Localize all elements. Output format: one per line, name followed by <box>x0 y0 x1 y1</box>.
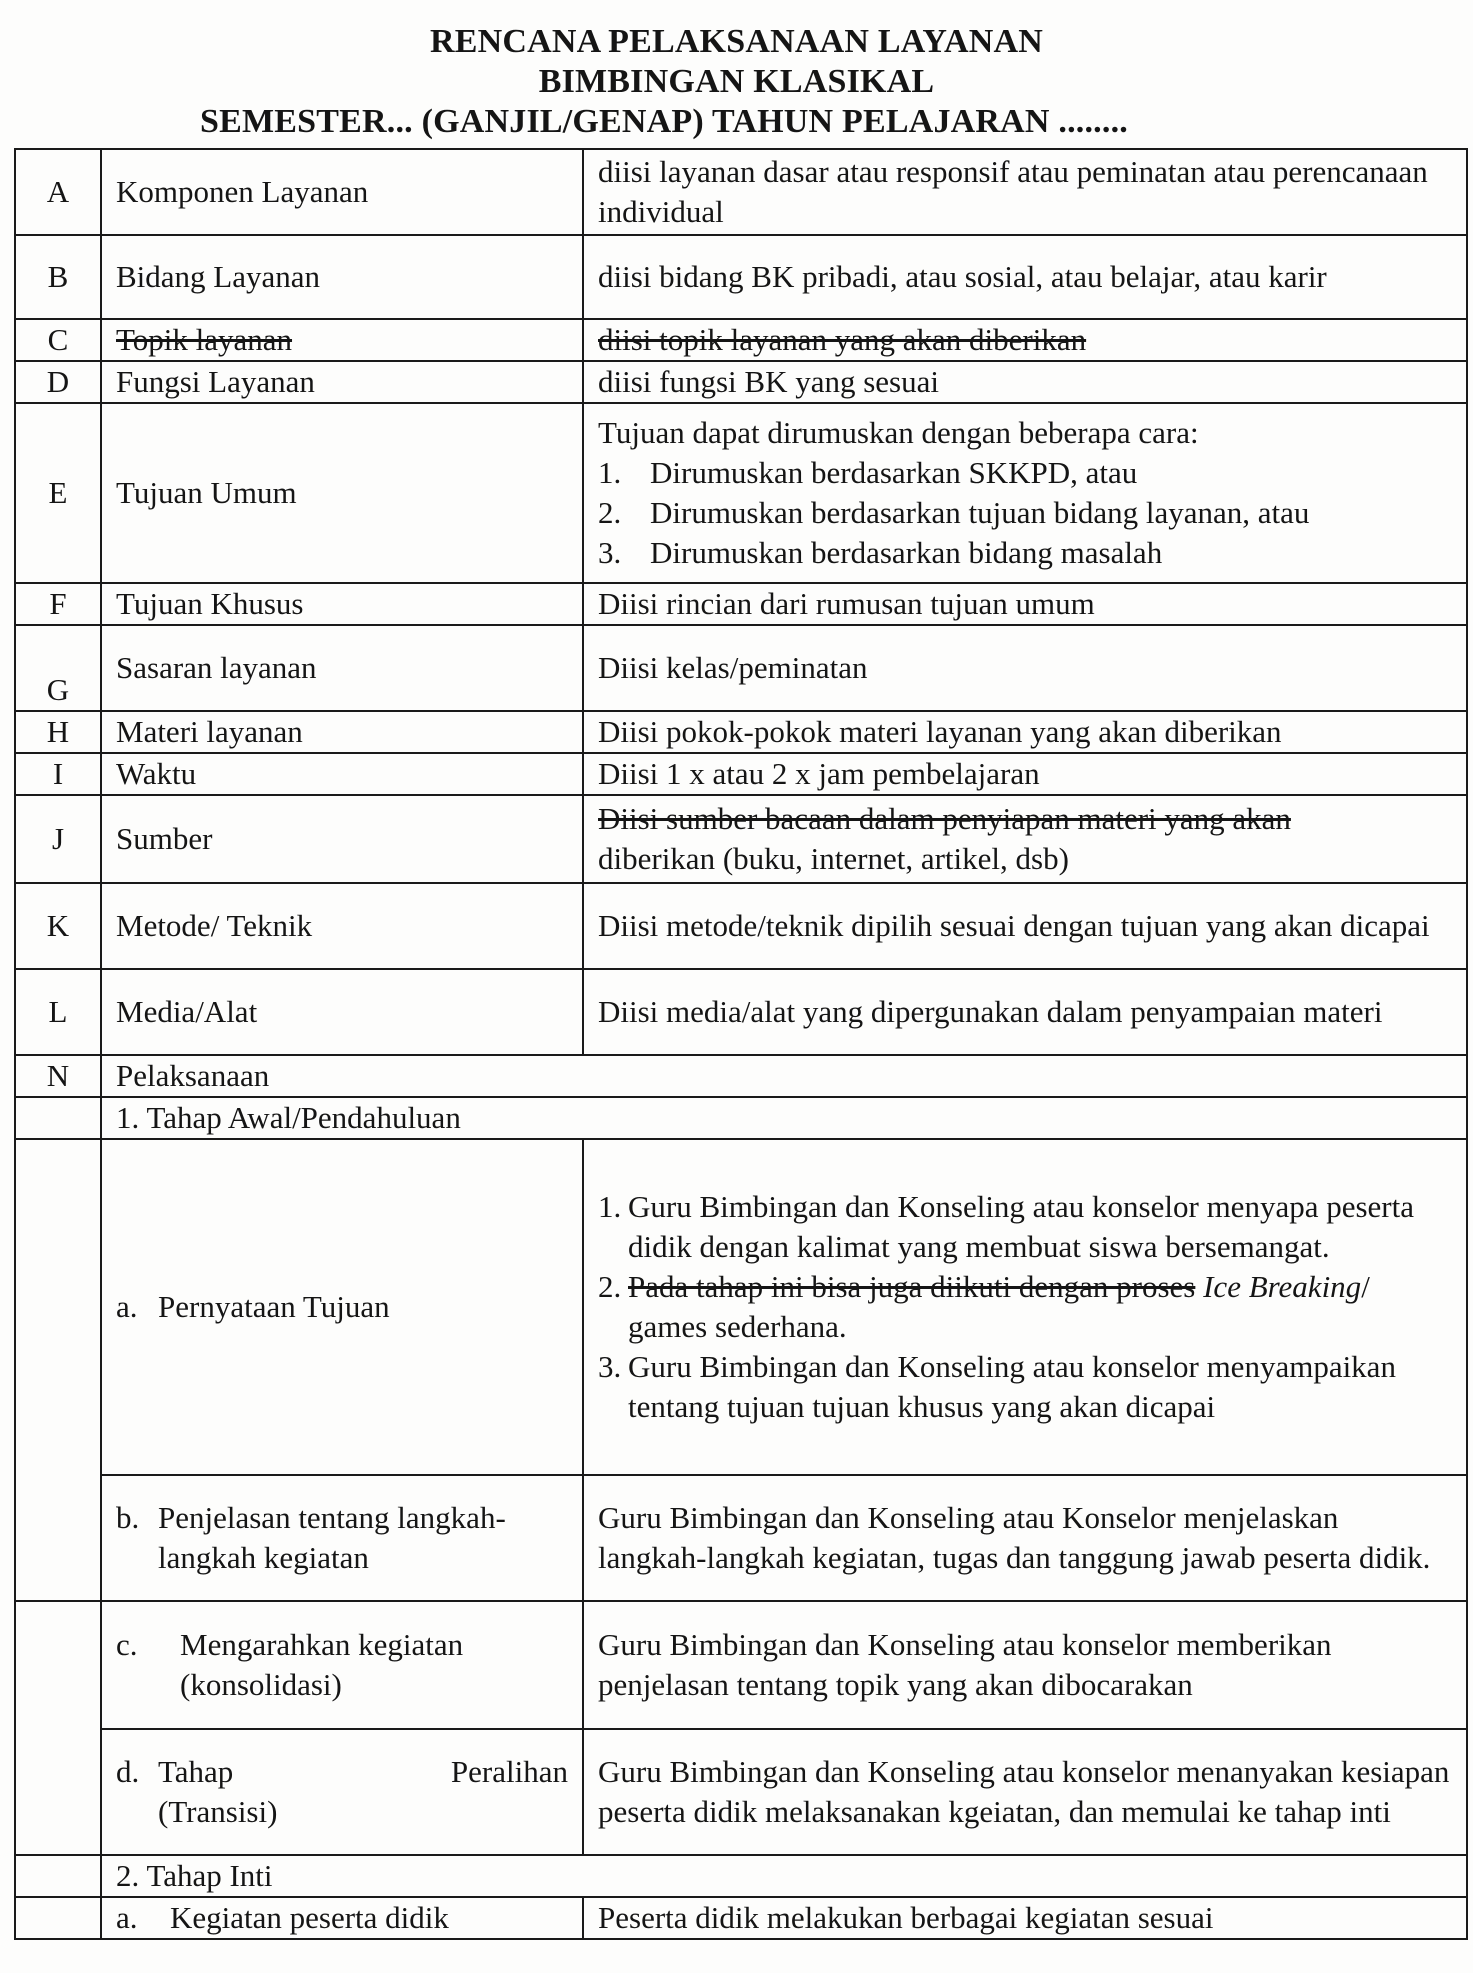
row-label: Waktu <box>101 753 583 795</box>
table-row <box>15 1601 1467 1729</box>
row-code: L <box>15 969 101 1055</box>
title-line-3: SEMESTER... (GANJIL/GENAP) TAHUN PELAJARAN ........ <box>200 103 1128 140</box>
title-line-1: RENCANA PELAKSANAAN LAYANAN <box>429 23 1044 60</box>
row-label: Sasaran layanan <box>101 625 583 711</box>
row-value: Guru Bimbingan dan Konseling atau konselor memberikan penjelasan tentang topik yang akan dibocarakan <box>583 1601 1467 1729</box>
table-row <box>15 1097 1467 1139</box>
row-code: G <box>15 625 101 711</box>
row-value: Guru Bimbingan dan Konseling atau Konselor menjelaskan langkah-langkah kegiatan, tugas dan tanggung jawab peserta didik. <box>583 1475 1467 1601</box>
table-row <box>15 883 1467 969</box>
table-row <box>15 1055 1467 1097</box>
row-code-empty <box>15 1097 101 1139</box>
table-row <box>15 711 1467 753</box>
tujuan-list <box>598 453 1452 573</box>
document-title <box>0 22 1473 142</box>
row-value: Diisi metode/teknik dipilih sesuai dengan tujuan yang akan dicapai <box>583 883 1467 969</box>
list-item: 2. Pada tahap ini bisa juga diikuti dengan proses Ice Breaking/ games sederhana. <box>598 1269 1370 1344</box>
sumber-line-1: Diisi sumber bacaan dalam penyiapan materi yang akan <box>598 801 1291 836</box>
rpl-table <box>14 148 1468 1940</box>
table-row <box>15 319 1467 361</box>
row-code: F <box>15 583 101 625</box>
row-code-empty <box>15 1855 101 1897</box>
row-label: Fungsi Layanan <box>101 361 583 403</box>
row-value: diisi topik layanan yang akan diberikan <box>583 319 1467 361</box>
row-value <box>583 403 1467 583</box>
row-value <box>583 1139 1467 1475</box>
row-label: Komponen Layanan <box>101 149 583 235</box>
table-row <box>15 361 1467 403</box>
row-code-empty <box>15 1139 101 1601</box>
table-row <box>15 149 1467 235</box>
table-row <box>15 1855 1467 1897</box>
table-row <box>15 1475 1467 1601</box>
row-code: N <box>15 1055 101 1097</box>
row-label: b. Penjelasan tentang langkah-langkah kegiatan <box>101 1475 583 1601</box>
table-row <box>15 583 1467 625</box>
row-code: I <box>15 753 101 795</box>
tujuan-intro: Tujuan dapat dirumuskan dengan beberapa cara: <box>598 415 1199 450</box>
table-row <box>15 795 1467 883</box>
row-value <box>583 795 1467 883</box>
row-value: diisi layanan dasar atau responsif atau peminatan atau perencanaan individual <box>583 149 1467 235</box>
table-row <box>15 235 1467 319</box>
row-label: Bidang Layanan <box>101 235 583 319</box>
row-code: C <box>15 319 101 361</box>
row-label: Tujuan Khusus <box>101 583 583 625</box>
row-code-empty <box>15 1897 101 1939</box>
row-code: K <box>15 883 101 969</box>
row-code: D <box>15 361 101 403</box>
row-label: Materi layanan <box>101 711 583 753</box>
row-value: Diisi kelas/peminatan <box>583 625 1467 711</box>
table-row <box>15 403 1467 583</box>
row-label: d. Tahap Peralihan (Transisi) <box>101 1729 583 1855</box>
row-code: A <box>15 149 101 235</box>
row-label: Tujuan Umum <box>101 403 583 583</box>
table-row <box>15 753 1467 795</box>
row-value: diisi fungsi BK yang sesuai <box>583 361 1467 403</box>
row-value: Diisi 1 x atau 2 x jam pembelajaran <box>583 753 1467 795</box>
list-item: 1. Dirumuskan berdasarkan SKKPD, atau <box>598 455 1138 490</box>
section-heading: 2. Tahap Inti <box>101 1855 1467 1897</box>
table-row <box>15 969 1467 1055</box>
row-label: Media/Alat <box>101 969 583 1055</box>
row-code-empty <box>15 1601 101 1855</box>
row-label: a. Kegiatan peserta didik <box>101 1897 583 1939</box>
table-row <box>15 1729 1467 1855</box>
row-value: Diisi media/alat yang dipergunakan dalam penyampaian materi <box>583 969 1467 1055</box>
list-item: 1. Guru Bimbingan dan Konseling atau konselor menyapa peserta didik dengan kalimat yang membuat siswa bersemangat. <box>598 1189 1414 1264</box>
row-value: Peserta didik melakukan berbagai kegiatan sesuai <box>583 1897 1467 1939</box>
steps-list <box>598 1187 1452 1427</box>
list-item: 2. Dirumuskan berdasarkan tujuan bidang layanan, atau <box>598 495 1310 530</box>
table-row <box>15 625 1467 711</box>
row-label: c. Mengarahkan kegiatan (konsolidasi) <box>101 1601 583 1729</box>
list-item: 3. Guru Bimbingan dan Konseling atau konselor menyampaikan tentang tujuan tujuan khusus yang akan dicapai <box>598 1349 1396 1424</box>
row-value: Diisi rincian dari rumusan tujuan umum <box>583 583 1467 625</box>
row-value: diisi bidang BK pribadi, atau sosial, atau belajar, atau karir <box>583 235 1467 319</box>
row-label: Metode/ Teknik <box>101 883 583 969</box>
row-label: Sumber <box>101 795 583 883</box>
row-label: Topik layanan <box>101 319 583 361</box>
list-item: 3. Dirumuskan berdasarkan bidang masalah <box>598 535 1163 570</box>
row-value: Diisi pokok-pokok materi layanan yang akan diberikan <box>583 711 1467 753</box>
table-row <box>15 1897 1467 1939</box>
title-line-2: BIMBINGAN KLASIKAL <box>538 63 935 100</box>
section-heading: 1. Tahap Awal/Pendahuluan <box>101 1097 1467 1139</box>
row-code: J <box>15 795 101 883</box>
table-row <box>15 1139 1467 1475</box>
row-code: B <box>15 235 101 319</box>
row-value: Guru Bimbingan dan Konseling atau konselor menanyakan kesiapan peserta didik melaksanakan kgeiatan, dan memulai ke tahap inti <box>583 1729 1467 1855</box>
sumber-line-2: diberikan (buku, internet, artikel, dsb) <box>598 841 1069 876</box>
row-code: H <box>15 711 101 753</box>
row-label: Pelaksanaan <box>101 1055 1467 1097</box>
row-label: a. Pernyataan Tujuan <box>101 1139 583 1475</box>
row-code: E <box>15 403 101 583</box>
